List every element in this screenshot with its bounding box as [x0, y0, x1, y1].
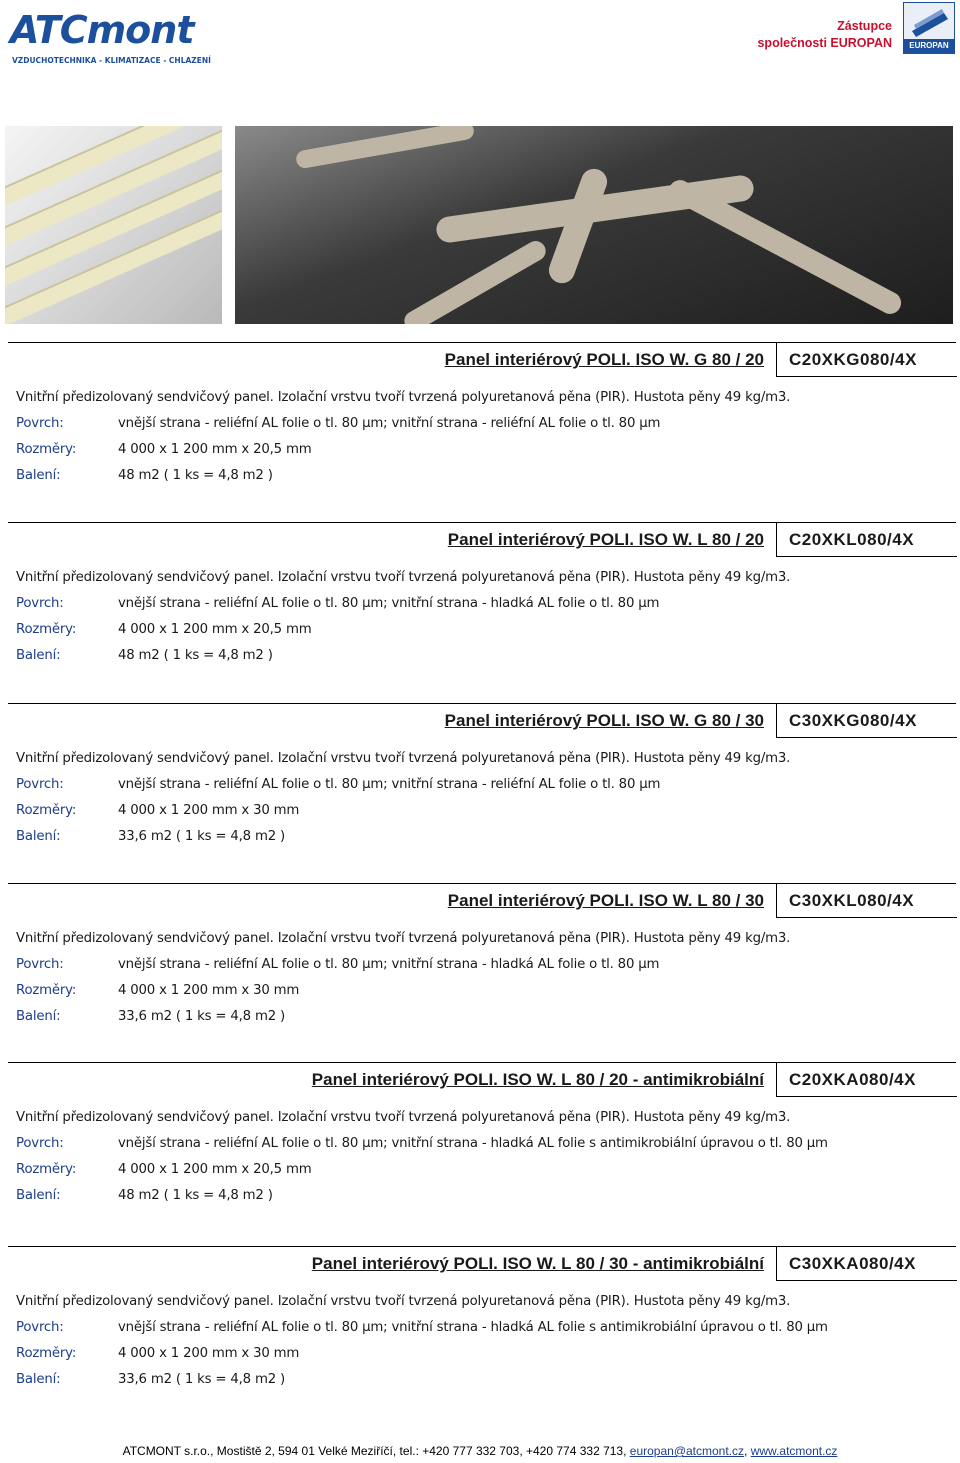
- product-code: C30XKA080/4X: [789, 1254, 916, 1273]
- dimensions-label: Rozměry:: [16, 1346, 77, 1361]
- dimensions-value: 4 000 x 1 200 mm x 30 mm: [118, 803, 300, 818]
- surface-row: [16, 416, 660, 431]
- europan-logo: [903, 2, 955, 54]
- product-code-box: [776, 883, 957, 918]
- surface-value: vnější strana - reliéfní AL folie o tl. 80 µm; vnitřní strana - reliéfní AL folie o tl. 80 µm: [118, 777, 661, 792]
- packaging-row: [16, 829, 285, 844]
- packaging-value: 33,6 m2 ( 1 ks = 4,8 m2 ): [118, 1009, 285, 1024]
- product-title: Panel interiérový POLI. ISO W. G 80 / 30: [444, 711, 764, 730]
- dimensions-row: [16, 803, 299, 818]
- representative-note: [757, 18, 892, 52]
- surface-value: vnější strana - reliéfní AL folie o tl. 80 µm; vnitřní strana - hladká AL folie s antimikrobiální úpravou o tl. 80 µm: [118, 1136, 828, 1151]
- dimensions-value: 4 000 x 1 200 mm x 30 mm: [118, 983, 300, 998]
- product-title: Panel interiérový POLI. ISO W. L 80 / 20 - antimikrobiální: [311, 1070, 764, 1089]
- rep-line-2: společnosti EUROPAN: [757, 36, 892, 50]
- panel-stack-photo: [5, 126, 222, 324]
- product-description: Vnitřní předizolovaný sendvičový panel. Izolační vrstvu tvoří tvrzená polyuretanová pěna (PIR). Hustota pěny 49 kg/m3.: [16, 1110, 791, 1125]
- product-description: Vnitřní předizolovaný sendvičový panel. Izolační vrstvu tvoří tvrzená polyuretanová pěna (PIR). Hustota pěny 49 kg/m3.: [16, 570, 791, 585]
- product-code: C20XKA080/4X: [789, 1070, 916, 1089]
- product-code-box: [776, 342, 957, 377]
- packaging-label: Balení:: [16, 829, 61, 844]
- footer-separator: ,: [744, 1444, 748, 1458]
- packaging-row: [16, 468, 273, 483]
- europan-emblem-icon: [904, 3, 954, 39]
- packaging-row: [16, 648, 273, 663]
- product-title: Panel interiérový POLI. ISO W. L 80 / 20: [447, 530, 764, 549]
- dimensions-label: Rozměry:: [16, 1162, 77, 1177]
- packaging-value: 33,6 m2 ( 1 ks = 4,8 m2 ): [118, 829, 285, 844]
- dimensions-value: 4 000 x 1 200 mm x 20,5 mm: [118, 1162, 312, 1177]
- product-description: Vnitřní předizolovaný sendvičový panel. Izolační vrstvu tvoří tvrzená polyuretanová pěna (PIR). Hustota pěny 49 kg/m3.: [16, 751, 791, 766]
- panel-cutting-photo: [235, 126, 953, 324]
- packaging-row: [16, 1009, 285, 1024]
- surface-value: vnější strana - reliéfní AL folie o tl. 80 µm; vnitřní strana - hladká AL folie o tl. 80 µm: [118, 596, 660, 611]
- product-title: Panel interiérový POLI. ISO W. G 80 / 20: [444, 350, 764, 369]
- product-title: Panel interiérový POLI. ISO W. L 80 / 30 - antimikrobiální: [311, 1254, 764, 1273]
- dimensions-row: [16, 983, 299, 998]
- product-code: C20XKL080/4X: [789, 530, 915, 549]
- surface-row: [16, 957, 659, 972]
- dimensions-value: 4 000 x 1 200 mm x 20,5 mm: [118, 622, 312, 637]
- product-description: Vnitřní předizolovaný sendvičový panel. Izolační vrstvu tvoří tvrzená polyuretanová pěna (PIR). Hustota pěny 49 kg/m3.: [16, 390, 791, 405]
- dimensions-row: [16, 1162, 311, 1177]
- packaging-value: 33,6 m2 ( 1 ks = 4,8 m2 ): [118, 1372, 285, 1387]
- product-code-box: [776, 1246, 957, 1281]
- dimensions-value: 4 000 x 1 200 mm x 20,5 mm: [118, 442, 312, 457]
- surface-label: Povrch:: [16, 777, 64, 792]
- packaging-label: Balení:: [16, 1372, 61, 1387]
- dimensions-row: [16, 622, 311, 637]
- footer-company: ATCMONT s.r.o., Mostiště 2, 594 01 Velké Meziříčí, tel.: +420 777 332 703, +420 774 332 713,: [122, 1444, 627, 1458]
- footer-web-link[interactable]: www.atcmont.cz: [750, 1444, 838, 1458]
- surface-value: vnější strana - reliéfní AL folie o tl. 80 µm; vnitřní strana - reliéfní AL folie o tl. 80 µm: [118, 416, 661, 431]
- logo-text: ATCmont: [10, 8, 194, 52]
- packaging-label: Balení:: [16, 468, 61, 483]
- surface-label: Povrch:: [16, 1320, 64, 1335]
- footer: [0, 1444, 960, 1458]
- packaging-label: Balení:: [16, 1188, 61, 1203]
- packaging-value: 48 m2 ( 1 ks = 4,8 m2 ): [118, 648, 273, 663]
- logo-subtitle: VZDUCHOTECHNIKA - KLIMATIZACE - CHLAZENÍ: [12, 56, 211, 65]
- surface-row: [16, 1136, 828, 1151]
- rep-line-1: Zástupce: [837, 19, 892, 33]
- packaging-value: 48 m2 ( 1 ks = 4,8 m2 ): [118, 1188, 273, 1203]
- product-description: Vnitřní předizolovaný sendvičový panel. Izolační vrstvu tvoří tvrzená polyuretanová pěna (PIR). Hustota pěny 49 kg/m3.: [16, 1294, 791, 1309]
- surface-row: [16, 777, 660, 792]
- packaging-row: [16, 1188, 273, 1203]
- packaging-label: Balení:: [16, 648, 61, 663]
- dimensions-value: 4 000 x 1 200 mm x 30 mm: [118, 1346, 300, 1361]
- surface-value: vnější strana - reliéfní AL folie o tl. 80 µm; vnitřní strana - hladká AL folie s antimikrobiální úpravou o tl. 80 µm: [118, 1320, 828, 1335]
- dimensions-row: [16, 442, 311, 457]
- product-code: C30XKG080/4X: [789, 711, 917, 730]
- dimensions-label: Rozměry:: [16, 983, 77, 998]
- packaging-label: Balení:: [16, 1009, 61, 1024]
- product-description: Vnitřní předizolovaný sendvičový panel. Izolační vrstvu tvoří tvrzená polyuretanová pěna (PIR). Hustota pěny 49 kg/m3.: [16, 931, 791, 946]
- surface-label: Povrch:: [16, 596, 64, 611]
- product-code-box: [776, 522, 957, 557]
- surface-row: [16, 596, 659, 611]
- product-code: C30XKL080/4X: [789, 891, 915, 910]
- packaging-value: 48 m2 ( 1 ks = 4,8 m2 ): [118, 468, 273, 483]
- dimensions-label: Rozměry:: [16, 622, 77, 637]
- product-code-box: [776, 703, 957, 738]
- atcmont-logo: [10, 8, 210, 68]
- surface-row: [16, 1320, 828, 1335]
- product-title: Panel interiérový POLI. ISO W. L 80 / 30: [447, 891, 764, 910]
- surface-label: Povrch:: [16, 416, 64, 431]
- europan-logo-text: EUROPAN: [904, 39, 954, 53]
- product-code-box: [776, 1062, 957, 1097]
- surface-value: vnější strana - reliéfní AL folie o tl. 80 µm; vnitřní strana - hladká AL folie o tl. 80 µm: [118, 957, 660, 972]
- dimensions-label: Rozměry:: [16, 803, 77, 818]
- dimensions-row: [16, 1346, 299, 1361]
- packaging-row: [16, 1372, 285, 1387]
- surface-label: Povrch:: [16, 957, 64, 972]
- dimensions-label: Rozměry:: [16, 442, 77, 457]
- footer-email-link[interactable]: europan@atcmont.cz: [629, 1444, 745, 1458]
- product-code: C20XKG080/4X: [789, 350, 917, 369]
- surface-label: Povrch:: [16, 1136, 64, 1151]
